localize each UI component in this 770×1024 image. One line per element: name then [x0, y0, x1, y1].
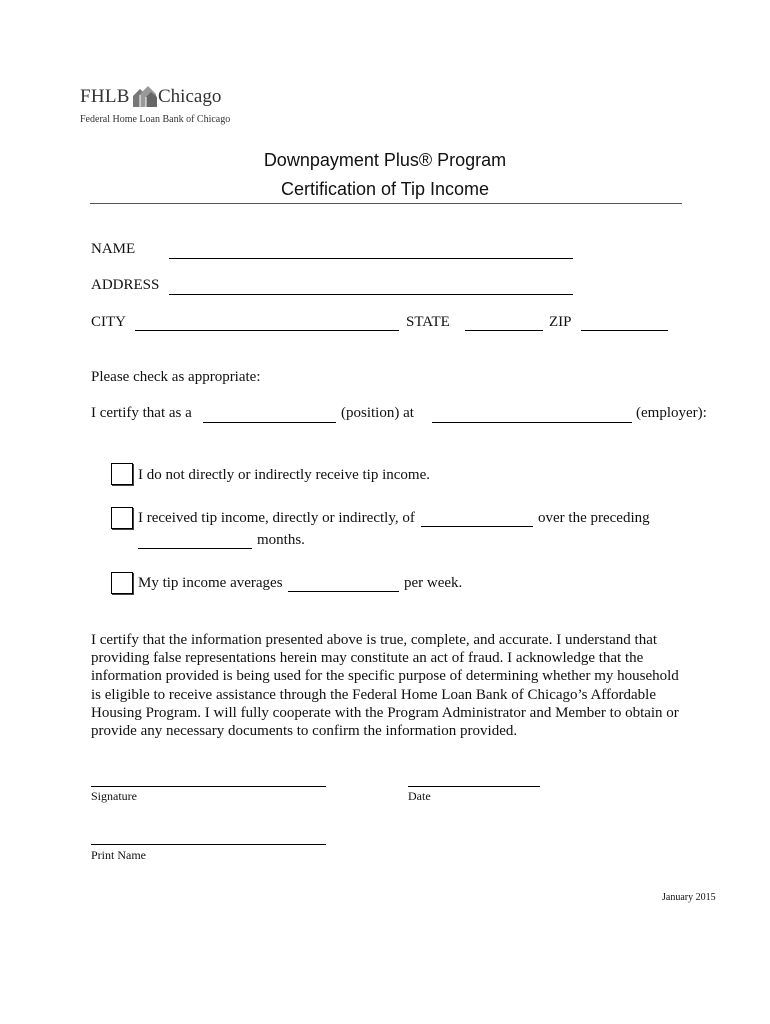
zip-field[interactable]: [581, 330, 668, 331]
city-label: CITY: [91, 314, 126, 330]
option-received-text: I received tip income, directly or indirectly, of: [138, 510, 415, 526]
option-received-months: months.: [257, 532, 305, 548]
certification-paragraph: I certify that the information presented above is true, complete, and accurate. I understand that providing false representations herein may constitute an act of fraud. I acknowledge that the information provided is being used for the specific purpose of determining whether my household is eligible to receive assistance through the Federal Home Loan Bank of Chicago’s Affordable Housing Program. I will fully cooperate with the Program Administrator and Member to obtain or provide any necessary documents to confirm the information provided.: [91, 632, 679, 740]
position-label: (position) at: [341, 405, 414, 421]
state-label: STATE: [406, 314, 450, 330]
address-label: ADDRESS: [91, 277, 160, 293]
date-label: Date: [408, 789, 431, 803]
received-tip-income-checkbox[interactable]: [111, 507, 133, 529]
employer-label: (employer):: [636, 405, 707, 421]
zip-label: ZIP: [549, 314, 572, 330]
months-field[interactable]: [138, 548, 252, 549]
signature-field[interactable]: [91, 786, 326, 787]
instructions-text: Please check as appropriate:: [91, 369, 261, 385]
average-tip-income-checkbox[interactable]: [111, 572, 133, 594]
page-subtitle: Certification of Tip Income: [280, 179, 490, 199]
state-field[interactable]: [465, 330, 543, 331]
option-average-text: My tip income averages: [138, 575, 283, 591]
option-received-preceding: over the preceding: [538, 510, 650, 526]
date-field[interactable]: [408, 786, 540, 787]
certify-prefix: I certify that as a: [91, 405, 192, 421]
title-divider: [90, 203, 682, 204]
signature-label: Signature: [91, 789, 137, 803]
employer-field[interactable]: [432, 422, 632, 423]
logo-left-text: FHLB: [80, 86, 130, 107]
print-name-field[interactable]: [91, 844, 326, 845]
houses-logo-icon: [131, 84, 159, 108]
logo-right-text: Chicago: [158, 86, 222, 107]
weekly-average-field[interactable]: [288, 591, 399, 592]
city-field[interactable]: [135, 330, 399, 331]
no-tip-income-checkbox[interactable]: [111, 463, 133, 485]
option-average-per-week: per week.: [404, 575, 463, 591]
option-no-tip-income: I do not directly or indirectly receive tip income.: [138, 467, 430, 483]
address-field[interactable]: [169, 294, 573, 295]
fhlb-logo: [80, 82, 240, 128]
footer-date: January 2015: [662, 892, 716, 903]
print-name-label: Print Name: [91, 848, 146, 862]
logo-subtitle: Federal Home Loan Bank of Chicago: [80, 114, 231, 125]
name-label: NAME: [91, 241, 136, 257]
name-field[interactable]: [169, 258, 573, 259]
tip-amount-field[interactable]: [421, 526, 533, 527]
page-title: Downpayment Plus® Program: [263, 150, 507, 170]
position-field[interactable]: [203, 422, 336, 423]
